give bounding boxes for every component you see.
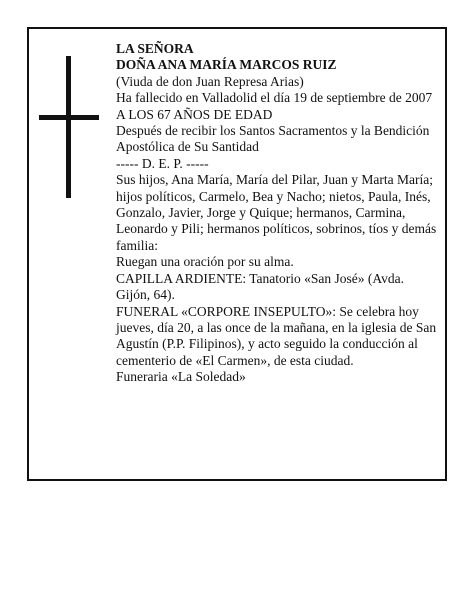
cross-vertical-bar	[66, 56, 71, 198]
sacraments-line: Después de recibir los Santos Sacramentos y la Bendición Apostólica de Su Santidad	[116, 123, 430, 155]
death-line: Ha fallecido en Valladolid el día 19 de septiembre de 2007	[116, 90, 433, 106]
funeral-home-line: Funeraria «La Soledad»	[116, 369, 246, 385]
family-line: Sus hijos, Ana María, María del Pilar, Juan y Marta María; hijos políticos, Carmelo, Bea y Nacho; nietos, Paula, Inés, Gonzalo, Javier, Jorge y Quique; hermanos, Carmina, Leonardo y Pili; hermanos políticos, sobrinos, tíos y demás familia:	[116, 172, 437, 253]
title-line-2: DOÑA ANA MARÍA MARCOS RUIZ	[116, 57, 337, 73]
obituary-notice	[27, 27, 447, 481]
dep-line: ----- D. E. P. -----	[116, 155, 209, 171]
cross-horizontal-bar	[39, 115, 99, 120]
funeral-line: FUNERAL «CORPORE INSEPULTO»: Se celebra hoy jueves, día 20, a las once de la mañana, en la iglesia de San Agustín (P.P. Filipinos), y acto seguido la conducción al cementerio de «El Carmen», de esta ciudad.	[116, 303, 437, 368]
widow-line: (Viuda de don Juan Represa Arias)	[116, 73, 304, 89]
obituary-text	[116, 41, 438, 386]
cross-icon	[39, 56, 99, 198]
age-line: A LOS 67 AÑOS DE EDAD	[116, 106, 273, 122]
chapel-line: CAPILLA ARDIENTE: Tanatorio «San José» (Avda. Gijón, 64).	[116, 270, 405, 303]
title-line-1: LA SEÑORA	[116, 41, 194, 56]
prayer-line: Ruegan una oración por su alma.	[116, 254, 294, 270]
